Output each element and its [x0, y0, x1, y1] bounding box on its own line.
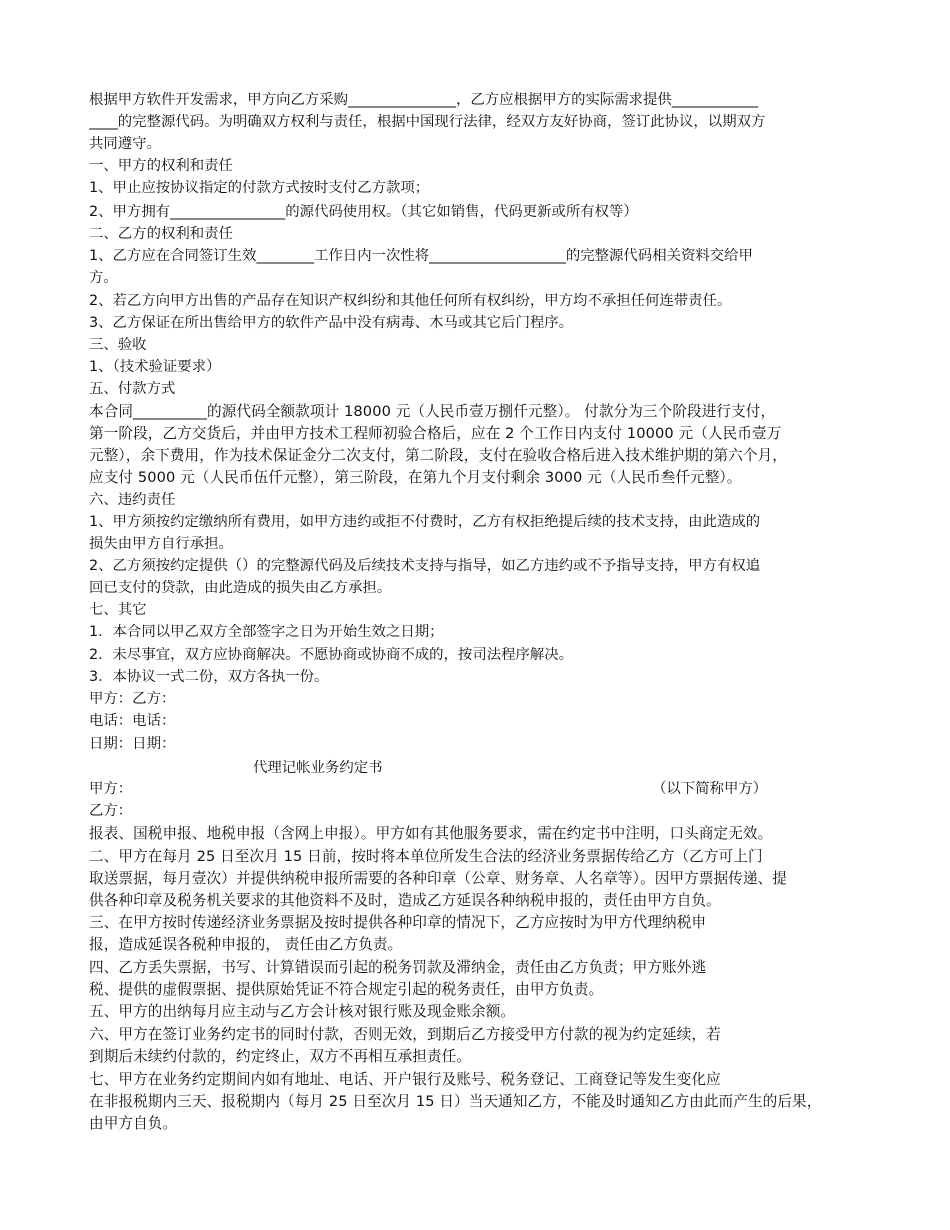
para-line: 2、若乙方向甲方出售的产品存在知识产权纠纷和其他任何所有权纠纷，甲方均不承担任何连带责任。: [89, 293, 732, 309]
para-line: 2、乙方须按约定提供（）的完整源代码及后续技术支持与指导，如乙方违约或不予指导支持，甲方有权追: [89, 558, 761, 574]
phone-line: 电话：电话：: [89, 713, 176, 729]
signature-line: 甲方：乙方：: [89, 691, 176, 707]
para-line: 本合同__________的源代码全额款项计 18000 元（人民币壹万捌仟元整）。 付款分为三个阶段进行支付，: [89, 403, 776, 420]
para-line: 七、甲方在业务约定期间内如有地址、电话、开户银行及账号、税务登记、工商登记等发生变化应: [89, 1071, 721, 1088]
section-heading: 三、验收: [89, 337, 147, 353]
para-line: 3、乙方保证在所出售给甲方的软件产品中没有病毒、木马或其它后门程序。: [89, 315, 574, 331]
para-line: 六、甲方在签订业务约定书的同时付款，否则无效，到期后乙方接受甲方付款的视为约定延续，若: [89, 1026, 721, 1043]
para-line: 到期后未续约付款的，约定终止，双方不再相互承担责任。: [89, 1048, 472, 1065]
para-line: 1、甲止应按协议指定的付款方式按时支付乙方款项；: [89, 180, 430, 196]
para-line: 2、甲方拥有________________的源代码使用权。（其它如销售，代码更新或所有权等）: [89, 204, 638, 220]
para-line: 由甲方自负。: [89, 1115, 178, 1132]
para-line: 三、在甲方按时传递经济业务票据及按时提供各种印章的情况下，乙方应按时为甲方代理纳税申: [89, 914, 707, 931]
para-line: 报表、国税申报、地税申报（含网上申报）。甲方如有其他服务要求，需在约定书中注明，口头商定无效。: [89, 825, 773, 842]
para-line: 税、提供的虚假票据、提供原始凭证不符合规定引起的税务责任，由甲方负责。: [89, 981, 604, 998]
para-line: ____的完整源代码。为明确双方权利与责任，根据中国现行法律，经双方友好协商，签订此协议，以期双方: [89, 114, 766, 130]
party-a-note: （以下简称甲方）: [652, 781, 768, 797]
section-heading: 七、其它: [89, 602, 147, 618]
para-line: 取送票据，每月壹次）并提供纳税申报所需要的各种印章（公章、财务章、人名章等）。因甲方票据传递、提: [89, 870, 788, 887]
para-line: 2．未尽事宜，双方应协商解决。不愿协商或协商不成的，按司法程序解决。: [89, 647, 574, 663]
para-line: 供各种印章及税务机关要求的其他资料不及时，造成乙方延误各种纳税申报的，责任由甲方自负。: [89, 892, 721, 909]
para-line: 在非报税期内三天、报税期内（每月 25 日至次月 15 日）当天通知乙方，不能及时通知乙方由此而产生的后果，: [89, 1093, 822, 1110]
section-heading: 五、付款方式: [89, 381, 176, 397]
para-line: 根据甲方软件开发需求，甲方向乙方采购_______________，乙方应根据甲方的实际需求提供____________: [89, 92, 759, 108]
agreement-title: 代理记帐业务约定书: [253, 760, 383, 776]
section-heading: 二、乙方的权利和责任: [89, 226, 233, 242]
date-line: 日期：日期：: [89, 736, 176, 752]
para-line: 报，造成延误各税种申报的， 责任由乙方负责。: [89, 936, 403, 953]
para-line: 元整），余下费用，作为技术保证金分二次支付，第二阶段，支付在验收合格后进入技术维护期的第六个月，: [89, 447, 788, 464]
para-line: 第一阶段，乙方交货后，并由甲方技术工程师初验合格后，应在 2 个工作日内支付 10000 元（人民币壹万: [89, 425, 782, 442]
para-line: 3．本协议一式二份，双方各执一份。: [89, 669, 329, 685]
para-line: 四、乙方丢失票据，书写、计算错误而引起的税务罚款及滞纳金，责任由乙方负责；甲方账外逃: [89, 959, 707, 976]
para-line: 共同遵守。: [89, 136, 161, 152]
para-line: 回已支付的贷款，由此造成的损失由乙方承担。: [89, 580, 392, 596]
para-line: 五、甲方的出纳每月应主动与乙方会计核对银行账及现金账余额。: [89, 1003, 516, 1020]
section-heading: 六、违约责任: [89, 492, 176, 508]
para-line: 1、甲方须按约定缴纳所有费用，如甲方违约或拒不付费时，乙方有权拒绝提后续的技术支持，由此造成的: [89, 514, 761, 530]
para-line: 1、乙方应在合同签订生效________工作日内一次性将___________________的完整源代码相关资料交给甲: [89, 248, 753, 264]
para-line: 应支付 5000 元（人民币伍仟元整），第三阶段，在第九个月支付剩余 3000 元（人民币叁仟元整）。: [89, 469, 742, 486]
party-a-label: 甲方：: [89, 781, 133, 797]
para-line: 损失由甲方自行承担。: [89, 536, 233, 552]
section-heading: 一、甲方的权利和责任: [89, 158, 233, 174]
para-line: 方。: [89, 270, 118, 286]
para-line: 1、（技术验证要求）: [89, 359, 221, 375]
para-line: 二、甲方在每月 25 日至次月 15 日前，按时将本单位所发生合法的经济业务票据传给乙方（乙方可上门: [89, 848, 763, 865]
party-b-label: 乙方：: [89, 803, 133, 819]
para-line: 1．本合同以甲乙双方全部签字之日为开始生效之日期；: [89, 624, 444, 640]
